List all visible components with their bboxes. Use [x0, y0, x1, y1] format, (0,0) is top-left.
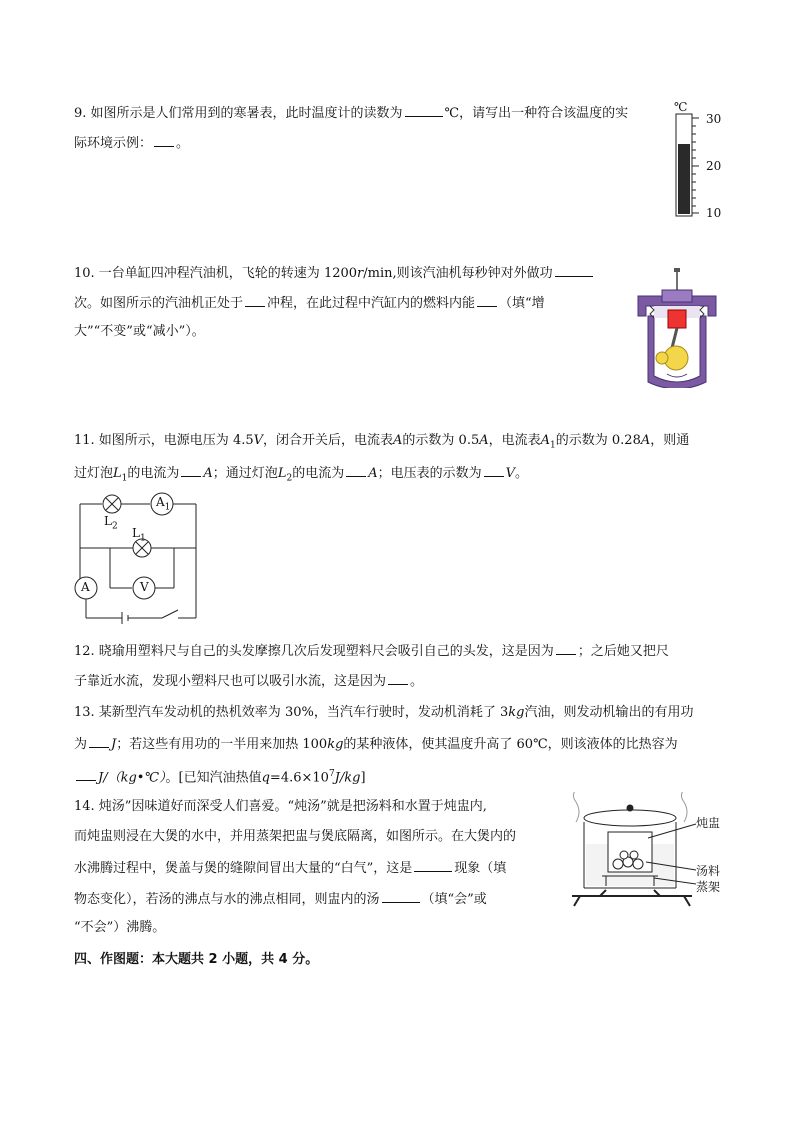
q11-line2: 过灯泡$L_1$的电流为 A；通过灯泡$L_2$的电流为 A；电压表的示数为 V。 — [74, 462, 528, 489]
thermometer-figure — [662, 100, 732, 222]
circuit-figure — [70, 488, 206, 624]
q14-line5: “不会”）沸腾。 — [74, 920, 166, 935]
q10-line1: 10. 一台单缸四冲程汽油机，飞轮的转速为 1200r/min,则该汽油机每秒钟对外做功 — [74, 262, 595, 284]
thermometer-unit: ℃ — [674, 100, 688, 114]
answer-blank[interactable] — [154, 132, 174, 147]
q9-line2: 际环境示例： 。 — [74, 132, 189, 154]
answer-blank[interactable] — [89, 733, 109, 748]
answer-blank[interactable] — [388, 670, 408, 685]
q14-line2: 而炖盅则浸在大煲的水中，并用蒸架把盅与煲底隔离，如图所示。在大煲内的 — [74, 829, 517, 844]
answer-blank[interactable] — [556, 640, 576, 655]
q14-line1: 14. 炖汤”因味道好而深受人们喜爱。“炖汤”就是把汤料和水置于炖盅内, — [74, 799, 487, 814]
pot-label: 炖盅 — [696, 816, 721, 830]
section-heading: 四、作图题：本大题共 2 小题，共 4 分。 — [74, 952, 319, 967]
q13-line3: J/（kg•℃）。[已知汽油热值$q=4.6\times 10^7J/kg$] — [74, 764, 366, 788]
answer-blank[interactable] — [382, 888, 420, 903]
q14-line4: 物态变化），若汤的沸点与水的沸点相同，则盅内的汤 （填“会”或 — [74, 888, 487, 910]
answer-blank[interactable] — [181, 462, 201, 477]
answer-blank[interactable] — [484, 462, 504, 477]
answer-blank[interactable] — [477, 292, 497, 307]
ingredients-label: 汤料 — [696, 864, 721, 878]
lamp-l2-label: $L_2$ — [104, 514, 118, 532]
answer-blank[interactable] — [414, 857, 452, 872]
q12-line1: 12. 晓瑜用塑料尺与自己的头发摩擦几次后发现塑料尺会吸引自己的头发，这是因为 ；之后她又把尺 — [74, 640, 669, 662]
q13-line2: 为 J；若这些有用功的一半用来加热 100kg的某种液体，使其温度升高了 60℃，则该液体的比热容为 — [74, 733, 678, 755]
steam-rack-label: 蒸架 — [696, 880, 721, 894]
ammeter-a-label: A — [81, 580, 90, 594]
q10-line3: 大”“不变”或“减小”）。 — [74, 324, 205, 339]
tick-label: 10 — [706, 206, 722, 220]
q10-line2: 次。如图所示的汽油机正处于 冲程，在此过程中汽缸内的燃料内能 （填“增 — [74, 292, 545, 314]
answer-blank[interactable] — [245, 292, 265, 307]
tick-label: 20 — [706, 159, 722, 173]
q13-line1: 13. 某新型汽车发动机的热机效率为 30%，当汽车行驶时，发动机消耗了 3kg汽油，则发动机输出的有用功 — [74, 705, 694, 720]
q11-line1: 11. 如图所示，电源电压为 4.5V，闭合开关后，电流表A的示数为 0.5A，电流表$A_1$的示数为 0.28A，则通 — [74, 433, 690, 451]
answer-blank[interactable] — [555, 262, 593, 277]
voltmeter-label: V — [140, 580, 149, 594]
q9-line1: 9. 如图所示是人们常用到的寒暑表，此时温度计的读数为 ℃，请写出一种符合该温度的实 — [74, 102, 628, 124]
stew-pot-figure — [566, 792, 726, 912]
engine-figure — [632, 266, 722, 388]
q12-line2: 子靠近水流，发现小塑料尺也可以吸引水流，这是因为 。 — [74, 670, 423, 692]
q14-line3: 水沸腾过程中，煲盖与煲的缝隙间冒出大量的“白气”，这是 现象（填 — [74, 857, 506, 879]
answer-blank[interactable] — [76, 766, 96, 781]
ammeter-a1-label: $A_1$ — [156, 495, 171, 513]
answer-blank[interactable] — [346, 462, 366, 477]
answer-blank[interactable] — [405, 102, 443, 117]
lamp-l1-label: $L_1$ — [132, 526, 146, 544]
tick-label: 30 — [706, 112, 722, 126]
